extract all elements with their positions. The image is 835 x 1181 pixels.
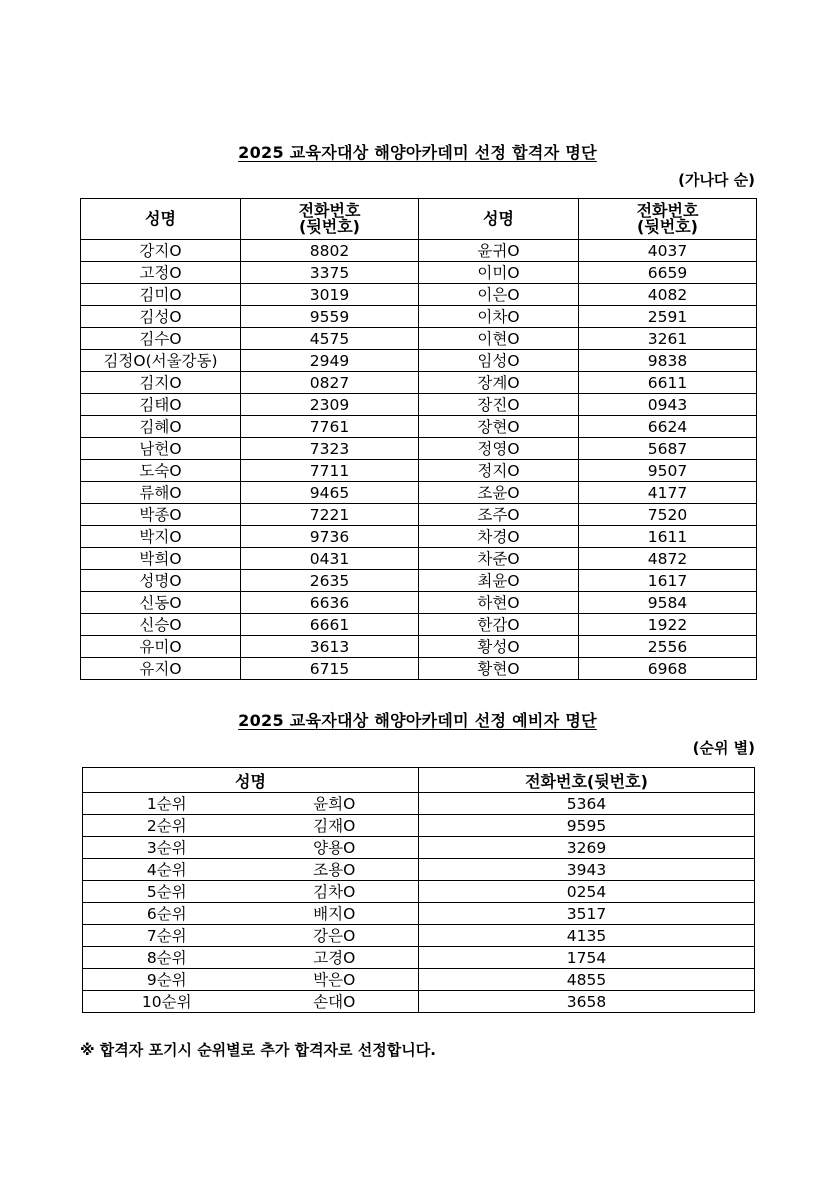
selected-table-header-row	[81, 199, 757, 240]
name-cell: 남헌O	[81, 438, 241, 460]
phone-cell: 7221	[241, 504, 419, 526]
name-cell: 박은O	[251, 969, 419, 991]
name-cell: 도숙O	[81, 460, 241, 482]
name-cell: 조용O	[251, 859, 419, 881]
rank-cell: 10순위	[83, 991, 251, 1013]
table-row	[81, 460, 757, 482]
name-cell: 차준O	[419, 548, 579, 570]
table-row	[81, 658, 757, 680]
header-phone-1-line2: (뒷번호)	[299, 217, 360, 236]
table-row	[83, 859, 755, 881]
name-cell: 한감O	[419, 614, 579, 636]
table-row	[81, 372, 757, 394]
name-cell: 조윤O	[419, 482, 579, 504]
header-phone-2	[579, 199, 757, 240]
phone-cell: 4082	[579, 284, 757, 306]
phone-cell: 4135	[419, 925, 755, 947]
table-row	[81, 636, 757, 658]
rank-cell: 8순위	[83, 947, 251, 969]
phone-cell: 2309	[241, 394, 419, 416]
header-phone-2-line1: 전화번호	[636, 201, 699, 220]
phone-cell: 6715	[241, 658, 419, 680]
name-cell: 조주O	[419, 504, 579, 526]
phone-cell: 5364	[419, 793, 755, 815]
name-cell: 성명O	[81, 570, 241, 592]
rank-cell: 3순위	[83, 837, 251, 859]
name-cell: 류해O	[81, 482, 241, 504]
name-cell: 신동O	[81, 592, 241, 614]
table-row	[81, 482, 757, 504]
phone-cell: 9595	[419, 815, 755, 837]
phone-cell: 9838	[579, 350, 757, 372]
name-cell: 임성O	[419, 350, 579, 372]
name-cell: 손대O	[251, 991, 419, 1013]
header-phone-1	[241, 199, 419, 240]
table-row	[81, 416, 757, 438]
selected-table	[80, 198, 757, 680]
phone-cell: 4177	[579, 482, 757, 504]
header-name-2: 성명	[419, 199, 579, 240]
table-row	[81, 526, 757, 548]
reserve-header-phone: 전화번호(뒷번호)	[419, 768, 755, 793]
name-cell: 김성O	[81, 306, 241, 328]
phone-cell: 2949	[241, 350, 419, 372]
reserve-list-title: 2025 교육자대상 해양아카데미 선정 예비자 명단	[238, 711, 597, 730]
name-cell: 강은O	[251, 925, 419, 947]
phone-cell: 6624	[579, 416, 757, 438]
footnote: ※ 합격자 포기시 순위별로 추가 합격자로 선정합니다.	[80, 1041, 436, 1059]
rank-cell: 7순위	[83, 925, 251, 947]
table-row	[83, 947, 755, 969]
phone-cell: 2556	[579, 636, 757, 658]
phone-cell: 4872	[579, 548, 757, 570]
name-cell: 정지O	[419, 460, 579, 482]
table-row	[83, 837, 755, 859]
table-row	[83, 815, 755, 837]
table-row	[81, 614, 757, 636]
phone-cell: 8802	[241, 240, 419, 262]
name-cell: 장계O	[419, 372, 579, 394]
phone-cell: 3261	[579, 328, 757, 350]
name-cell: 이차O	[419, 306, 579, 328]
name-cell: 정영O	[419, 438, 579, 460]
table-row	[81, 284, 757, 306]
name-cell: 박종O	[81, 504, 241, 526]
phone-cell: 1617	[579, 570, 757, 592]
name-cell: 김미O	[81, 284, 241, 306]
phone-cell: 9507	[579, 460, 757, 482]
name-cell: 김정O(서울강동)	[81, 350, 241, 372]
phone-cell: 4855	[419, 969, 755, 991]
table-row	[81, 306, 757, 328]
name-cell: 박희O	[81, 548, 241, 570]
table-row	[81, 548, 757, 570]
header-name-1: 성명	[81, 199, 241, 240]
phone-cell: 0943	[579, 394, 757, 416]
table-row	[81, 394, 757, 416]
table-row	[81, 592, 757, 614]
name-cell: 이미O	[419, 262, 579, 284]
phone-cell: 6659	[579, 262, 757, 284]
table-row	[81, 262, 757, 284]
selected-order-note: (가나다 순)	[678, 171, 755, 189]
table-row	[81, 570, 757, 592]
table-row	[83, 903, 755, 925]
name-cell: 고정O	[81, 262, 241, 284]
phone-cell: 1611	[579, 526, 757, 548]
phone-cell: 2591	[579, 306, 757, 328]
phone-cell: 3943	[419, 859, 755, 881]
name-cell: 고경O	[251, 947, 419, 969]
phone-cell: 6636	[241, 592, 419, 614]
reserve-table-header-row	[83, 768, 755, 793]
phone-cell: 0254	[419, 881, 755, 903]
phone-cell: 1922	[579, 614, 757, 636]
phone-cell: 9559	[241, 306, 419, 328]
table-row	[83, 969, 755, 991]
phone-cell: 9465	[241, 482, 419, 504]
name-cell: 차경O	[419, 526, 579, 548]
table-row	[81, 438, 757, 460]
name-cell: 신승O	[81, 614, 241, 636]
table-row	[81, 328, 757, 350]
phone-cell: 1754	[419, 947, 755, 969]
name-cell: 황현O	[419, 658, 579, 680]
rank-cell: 2순위	[83, 815, 251, 837]
name-cell: 하현O	[419, 592, 579, 614]
phone-cell: 7323	[241, 438, 419, 460]
name-cell: 장진O	[419, 394, 579, 416]
name-cell: 윤희O	[251, 793, 419, 815]
reserve-header-name: 성명	[83, 768, 419, 793]
table-row	[81, 350, 757, 372]
name-cell: 김재O	[251, 815, 419, 837]
phone-cell: 5687	[579, 438, 757, 460]
name-cell: 유미O	[81, 636, 241, 658]
phone-cell: 0431	[241, 548, 419, 570]
phone-cell: 6661	[241, 614, 419, 636]
phone-cell: 3658	[419, 991, 755, 1013]
phone-cell: 9584	[579, 592, 757, 614]
phone-cell: 6611	[579, 372, 757, 394]
header-phone-1-line1: 전화번호	[298, 201, 361, 220]
table-row	[83, 793, 755, 815]
name-cell: 이은O	[419, 284, 579, 306]
name-cell: 최윤O	[419, 570, 579, 592]
name-cell: 장현O	[419, 416, 579, 438]
name-cell: 김태O	[81, 394, 241, 416]
reserve-table	[82, 767, 755, 1013]
rank-cell: 6순위	[83, 903, 251, 925]
rank-cell: 1순위	[83, 793, 251, 815]
name-cell: 강지O	[81, 240, 241, 262]
table-row	[83, 991, 755, 1013]
phone-cell: 7711	[241, 460, 419, 482]
name-cell: 배지O	[251, 903, 419, 925]
name-cell: 윤귀O	[419, 240, 579, 262]
header-phone-2-line2: (뒷번호)	[637, 217, 698, 236]
phone-cell: 6968	[579, 658, 757, 680]
reserve-order-note: (순위 별)	[692, 739, 755, 757]
phone-cell: 7520	[579, 504, 757, 526]
rank-cell: 5순위	[83, 881, 251, 903]
name-cell: 김지O	[81, 372, 241, 394]
name-cell: 박지O	[81, 526, 241, 548]
rank-cell: 4순위	[83, 859, 251, 881]
phone-cell: 2635	[241, 570, 419, 592]
phone-cell: 4575	[241, 328, 419, 350]
name-cell: 김수O	[81, 328, 241, 350]
table-row	[83, 925, 755, 947]
name-cell: 김혜O	[81, 416, 241, 438]
name-cell: 이현O	[419, 328, 579, 350]
table-row	[81, 504, 757, 526]
phone-cell: 3269	[419, 837, 755, 859]
phone-cell: 4037	[579, 240, 757, 262]
phone-cell: 3613	[241, 636, 419, 658]
phone-cell: 3375	[241, 262, 419, 284]
table-row	[83, 881, 755, 903]
phone-cell: 0827	[241, 372, 419, 394]
phone-cell: 3019	[241, 284, 419, 306]
rank-cell: 9순위	[83, 969, 251, 991]
name-cell: 양용O	[251, 837, 419, 859]
table-row	[81, 240, 757, 262]
name-cell: 황성O	[419, 636, 579, 658]
phone-cell: 7761	[241, 416, 419, 438]
name-cell: 김차O	[251, 881, 419, 903]
phone-cell: 9736	[241, 526, 419, 548]
selected-list-title: 2025 교육자대상 해양아카데미 선정 합격자 명단	[238, 143, 597, 162]
name-cell: 유지O	[81, 658, 241, 680]
phone-cell: 3517	[419, 903, 755, 925]
